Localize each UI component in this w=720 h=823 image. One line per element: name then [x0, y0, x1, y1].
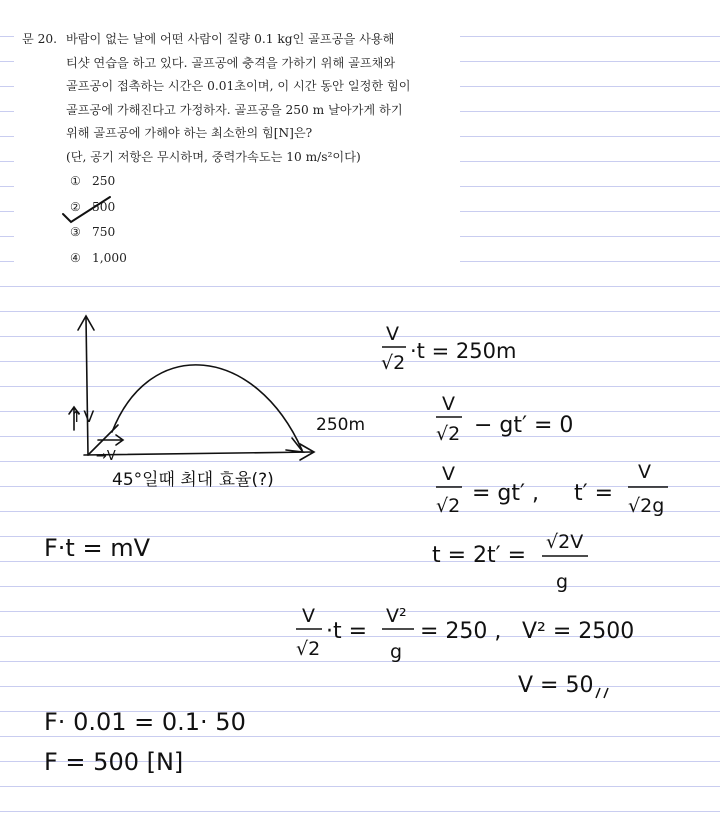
v-squared: V² = 2500 — [522, 619, 635, 644]
svg-text:√2: √2 — [381, 352, 406, 374]
eq4: t = 2t′ = — [432, 543, 527, 568]
vy-label: ↑V — [70, 407, 95, 426]
problem-line: 골프공에 가해진다고 가정하자. 골프공을 250 m 날아가게 하기 — [66, 102, 403, 117]
choice-value: 250 — [92, 174, 116, 188]
eq3-fraction — [436, 463, 462, 517]
eq1-fraction — [381, 323, 406, 374]
svg-text:V: V — [386, 323, 399, 345]
problem-line: 위해 골프공에 가해야 하는 최소한의 힘[N]은? — [66, 126, 313, 140]
problem-line: 바람이 없는 날에 어떤 사람이 질량 0.1 kg인 골프공을 사용해 — [66, 32, 395, 46]
eq3-rhs: = gt′ , — [472, 481, 539, 506]
impulse-equation: F·t = mV — [44, 534, 151, 562]
angle-note: 45°일때 최대 효율(?) — [112, 470, 274, 490]
answer-checkmark — [63, 197, 110, 222]
trajectory-diagram — [69, 316, 314, 460]
problem-line: 티샷 연습을 하고 있다. 골프공에 충격을 가하기 위해 골프채와 — [66, 55, 396, 70]
problem-number: 문 20. — [22, 32, 58, 46]
svg-text:V: V — [442, 463, 455, 485]
eq5-fraction — [296, 605, 322, 660]
svg-text:V: V — [302, 605, 315, 627]
vx-arrow — [98, 435, 123, 445]
choice-value: 500 — [92, 199, 116, 214]
x-axis — [84, 452, 312, 455]
svg-text:√2: √2 — [436, 423, 461, 445]
eq5-v-squared-over-g — [382, 605, 414, 663]
svg-text:g: g — [390, 641, 403, 663]
svg-text:√2V: √2V — [546, 531, 584, 553]
svg-text:√2: √2 — [296, 638, 321, 660]
force-line-1: F· 0.01 = 0.1· 50 — [44, 708, 246, 736]
choice-value: 750 — [92, 225, 116, 239]
eq2-fraction — [436, 393, 462, 445]
v-result: V = 50 — [518, 673, 594, 698]
problem-condition: (단, 공기 저항은 무시하며, 중력가속도는 10 m/s²이다) — [66, 149, 361, 164]
eq1-rhs: ·t = 250m — [410, 339, 517, 363]
problem-line: 골프공이 접촉하는 시간은 0.01초이며, 이 시간 동안 일정한 힘이 — [66, 79, 411, 93]
svg-text:V: V — [442, 393, 455, 415]
eq5-times-t: ·t = — [326, 619, 368, 644]
svg-text:V: V — [638, 461, 651, 483]
svg-text:√2g: √2g — [628, 495, 665, 517]
range-label: 250m — [316, 415, 366, 435]
choice-value: 1,000 — [92, 250, 127, 265]
choice-mark: ② — [70, 199, 81, 214]
eq2-rhs: − gt′ = 0 — [474, 413, 574, 438]
eq5-rhs: = 250 , — [420, 619, 502, 644]
eq4-fraction — [542, 531, 588, 593]
y-axis — [86, 318, 88, 455]
force-line-2: F = 500 [N] — [44, 748, 184, 776]
choice-mark: ④ — [70, 250, 81, 265]
t-prime-fraction — [628, 461, 668, 517]
vx-label: →V — [96, 449, 116, 464]
choice-mark: ① — [70, 174, 81, 188]
double-tick — [596, 688, 608, 698]
trajectory-arc — [112, 365, 302, 450]
svg-text:g: g — [556, 571, 569, 593]
svg-text:V²: V² — [386, 605, 407, 627]
t-prime-label: t′ = — [574, 481, 614, 506]
svg-text:√2: √2 — [436, 495, 461, 517]
choice-mark: ③ — [70, 225, 81, 239]
